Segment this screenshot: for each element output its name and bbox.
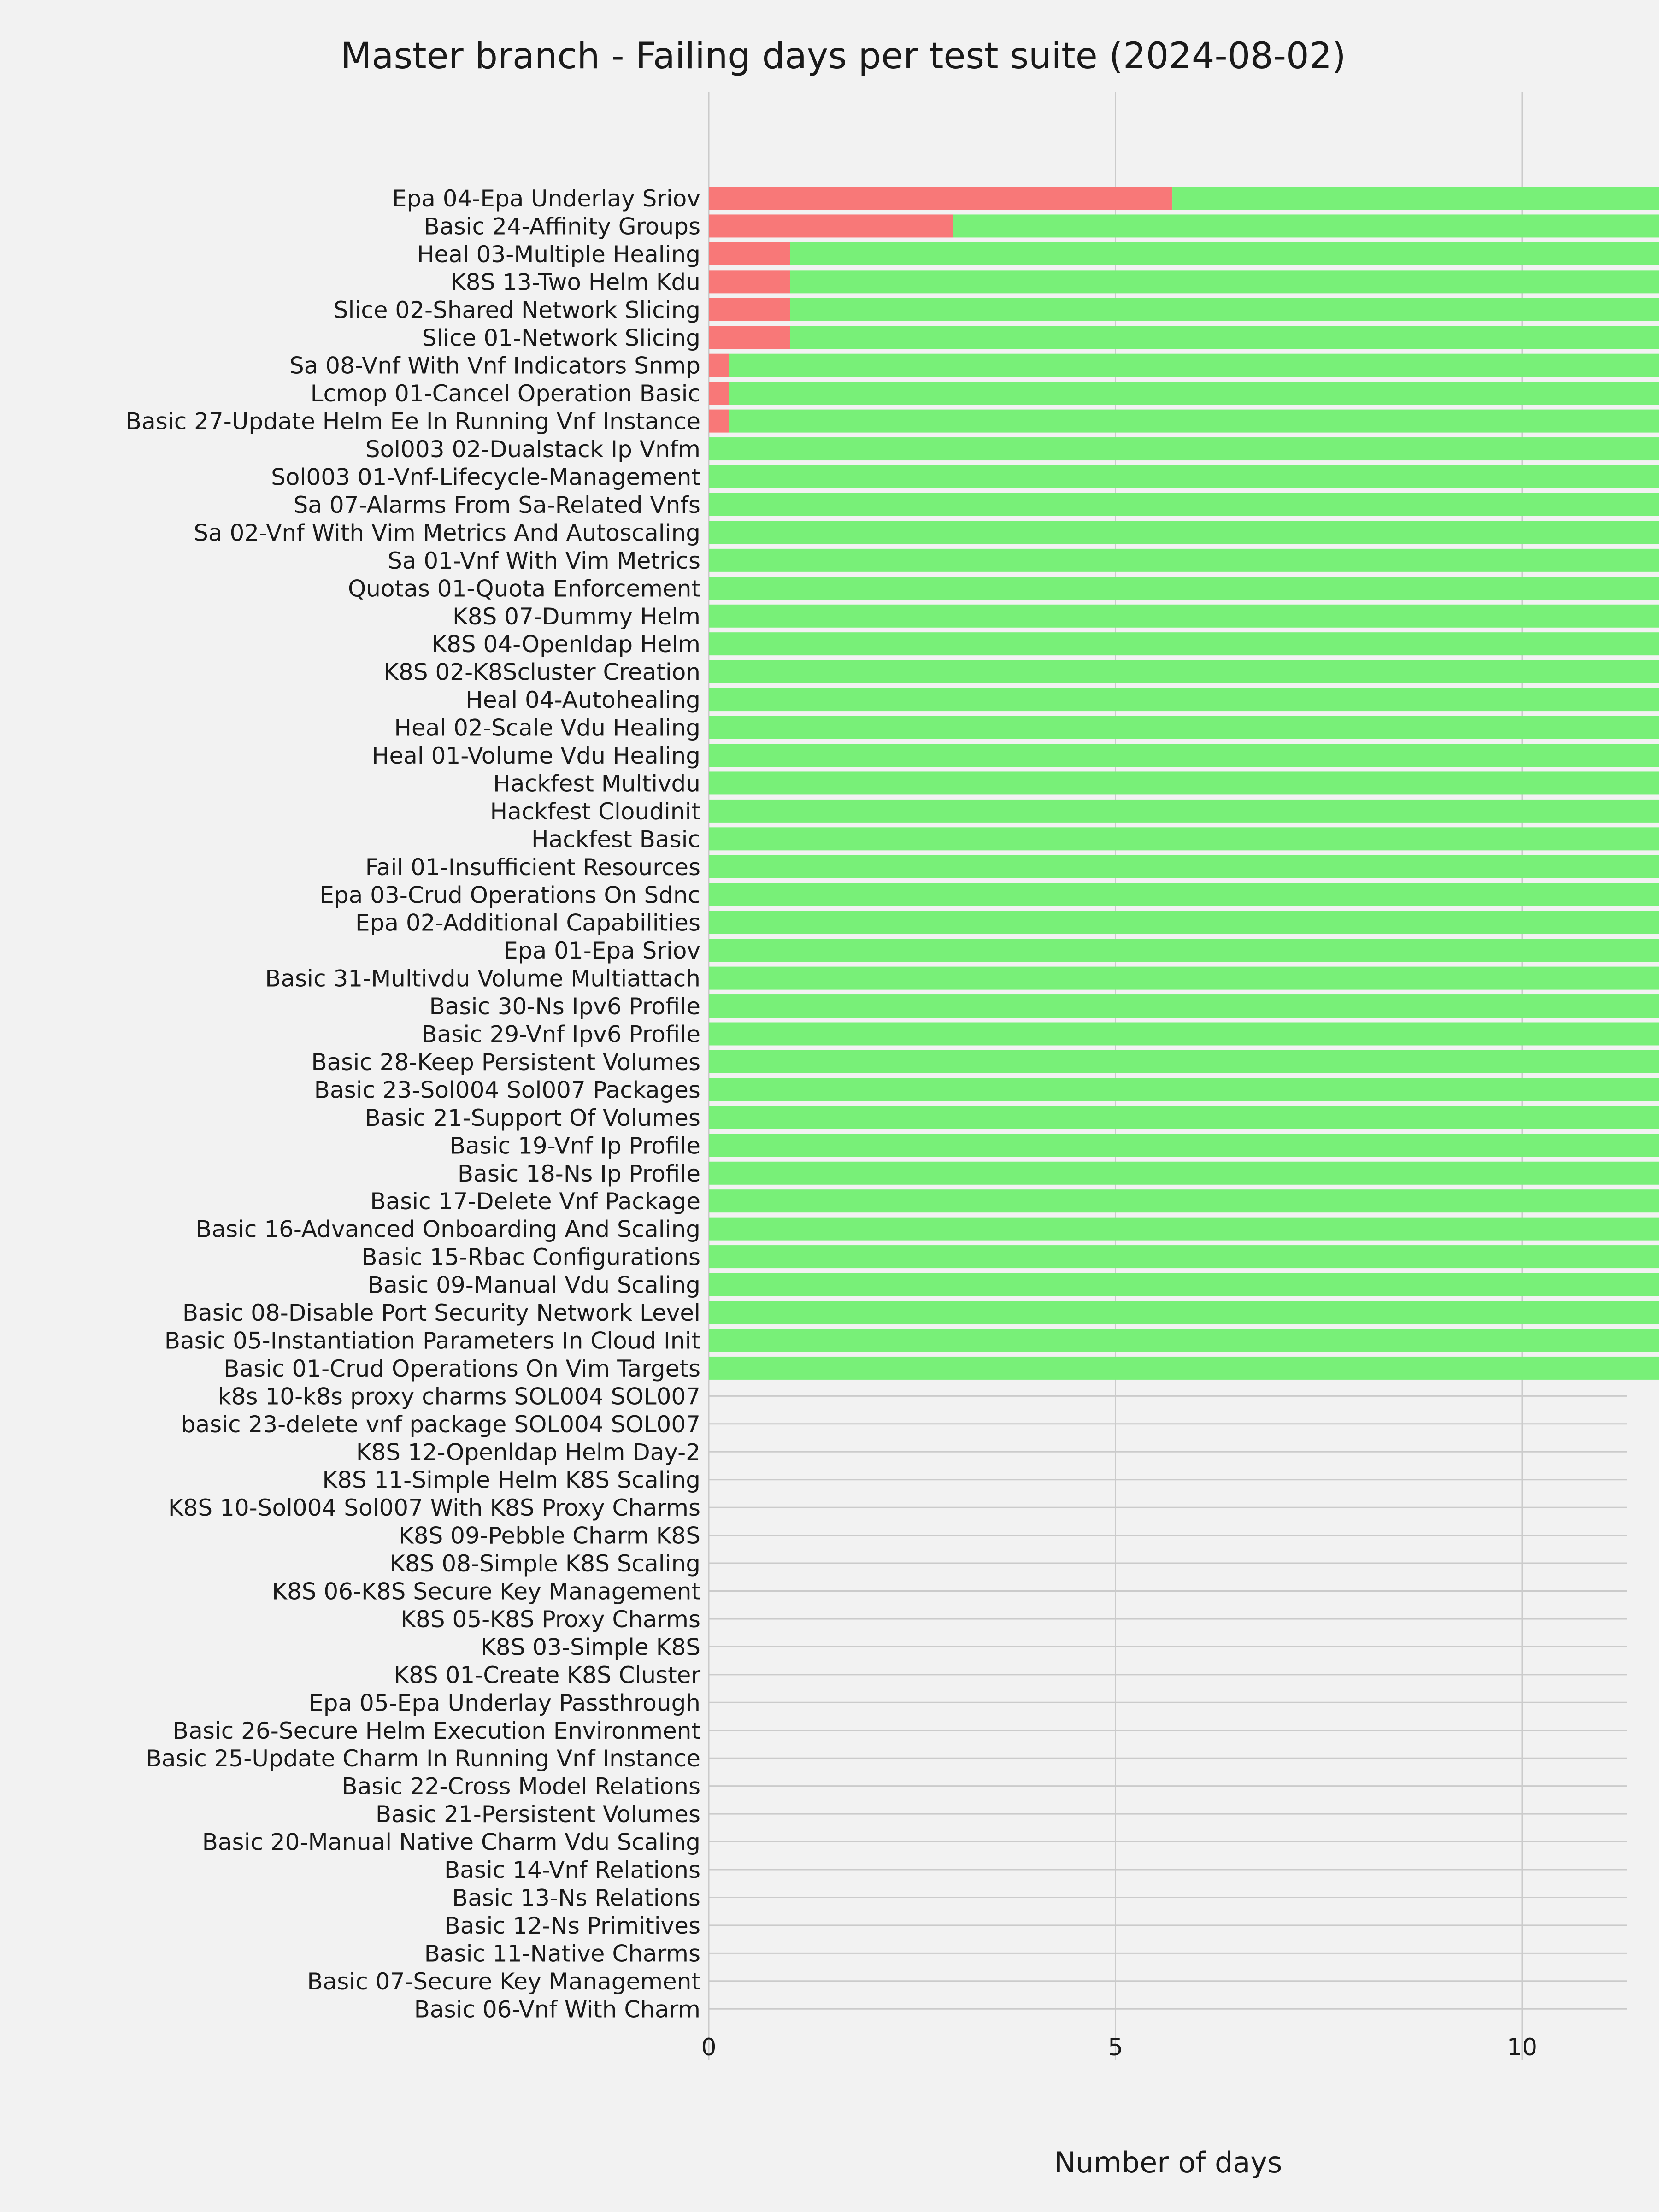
bar-passing-days xyxy=(709,1218,1659,1241)
y-tick-label: Sa 01-Vnf With Vim Metrics xyxy=(388,547,700,574)
bar-passing-days xyxy=(709,493,1659,516)
y-tick-label: Sol003 01-Vnf-Lifecycle-Management xyxy=(271,464,700,491)
y-tick-label: K8S 07-Dummy Helm xyxy=(453,603,700,630)
bar-failing-days xyxy=(709,382,729,405)
bar-passing-days xyxy=(709,605,1659,628)
y-tick-label: Heal 01-Volume Vdu Healing xyxy=(371,742,700,769)
y-tick-label: Lcmop 01-Cancel Operation Basic xyxy=(310,380,700,407)
y-tick-label: Heal 02-Scale Vdu Healing xyxy=(394,714,700,741)
x-tick-label: 0 xyxy=(701,2034,717,2061)
bar-failing-days xyxy=(709,214,953,237)
y-tick-label: Basic 14-Vnf Relations xyxy=(444,1857,700,1883)
y-tick-label: Basic 30-Ns Ipv6 Profile xyxy=(429,993,700,1020)
y-tick-label: Basic 16-Advanced Onboarding And Scaling xyxy=(196,1216,700,1243)
y-tick-label: Slice 02-Shared Network Slicing xyxy=(333,296,700,324)
bar-failing-days xyxy=(709,354,729,377)
bar-passing-days xyxy=(709,1023,1659,1046)
bar-failing-days xyxy=(709,298,790,321)
y-tick-label: K8S 04-Openldap Helm xyxy=(431,631,700,658)
y-tick-label: Sa 02-Vnf With Vim Metrics And Autoscaling xyxy=(194,519,700,547)
bar-passing-days xyxy=(709,549,1659,572)
bar-failing-days xyxy=(709,242,790,265)
bar-passing-days xyxy=(709,1301,1659,1324)
y-tick-label: K8S 05-K8S Proxy Charms xyxy=(400,1606,700,1633)
y-tick-label: Basic 06-Vnf With Charm xyxy=(414,1996,700,2023)
y-tick-label: Sol003 02-Dualstack Ip Vnfm xyxy=(365,436,700,463)
bar-passing-days xyxy=(953,214,1659,237)
y-tick-label: Basic 29-Vnf Ipv6 Profile xyxy=(421,1021,700,1048)
bar-passing-days xyxy=(729,382,1659,405)
y-tick-label: K8S 01-Create K8S Cluster xyxy=(394,1661,700,1688)
y-tick-label: Basic 15-Rbac Configurations xyxy=(361,1244,700,1271)
y-tick-label: Heal 04-Autohealing xyxy=(465,687,700,714)
bar-passing-days xyxy=(709,1078,1659,1101)
bar-passing-days xyxy=(709,883,1659,906)
bar-passing-days xyxy=(709,1273,1659,1296)
y-tick-label: K8S 08-Simple K8S Scaling xyxy=(390,1550,700,1577)
bar-layer xyxy=(709,187,1659,1380)
y-tick-label: Epa 03-Crud Operations On Sdnc xyxy=(319,882,700,909)
bar-passing-days xyxy=(709,521,1659,544)
bar-passing-days xyxy=(709,1134,1659,1157)
x-tick-label: 10 xyxy=(1506,2034,1538,2061)
y-tick-label: Fail 01-Insufficient Resources xyxy=(365,853,700,881)
y-tick-label: Basic 31-Multivdu Volume Multiattach xyxy=(265,965,700,992)
y-tick-label: Basic 21-Persistent Volumes xyxy=(375,1801,700,1828)
bar-passing-days xyxy=(709,939,1659,962)
y-tick-label: Slice 01-Network Slicing xyxy=(422,324,700,352)
bar-passing-days xyxy=(729,410,1659,433)
bar-passing-days xyxy=(709,911,1659,934)
x-tick-label: 5 xyxy=(1107,2034,1124,2061)
y-tick-label: Sa 07-Alarms From Sa-Related Vnfs xyxy=(293,491,700,518)
y-tick-label: Basic 09-Manual Vdu Scaling xyxy=(367,1271,700,1299)
bar-passing-days xyxy=(709,437,1659,460)
bar-passing-days xyxy=(709,1050,1659,1073)
y-tick-label: basic 23-delete vnf package SOL004 SOL007 xyxy=(181,1411,700,1438)
y-tick-label: K8S 06-K8S Secure Key Management xyxy=(272,1578,700,1605)
y-tick-label: Basic 11-Native Charms xyxy=(424,1940,700,1967)
y-tick-label: Basic 27-Update Helm Ee In Running Vnf Instance xyxy=(125,408,700,435)
y-tick-label: K8S 02-K8Scluster Creation xyxy=(383,659,700,686)
y-tick-label: Epa 05-Epa Underlay Passthrough xyxy=(309,1689,700,1717)
bar-passing-days xyxy=(709,1245,1659,1268)
bar-passing-days xyxy=(709,994,1659,1018)
bar-passing-days xyxy=(790,242,1659,265)
bar-failing-days xyxy=(709,270,790,293)
y-tick-label: Basic 05-Instantiation Parameters In Cloud Init xyxy=(164,1327,700,1354)
bar-passing-days xyxy=(709,827,1659,850)
y-tick-label: Sa 08-Vnf With Vnf Indicators Snmp xyxy=(289,352,700,379)
y-tick-label: Hackfest Basic xyxy=(531,826,700,853)
y-tick-label: Basic 12-Ns Primitives xyxy=(444,1912,700,1939)
bar-passing-days xyxy=(790,326,1659,349)
y-tick-label: K8S 12-Openldap Helm Day-2 xyxy=(356,1439,700,1466)
bar-passing-days xyxy=(709,855,1659,878)
y-tick-label: K8S 11-Simple Helm K8S Scaling xyxy=(322,1466,700,1494)
y-tick-label: K8S 03-Simple K8S xyxy=(481,1634,700,1661)
bar-passing-days xyxy=(709,688,1659,711)
bar-passing-days xyxy=(709,800,1659,823)
bar-passing-days xyxy=(709,716,1659,739)
bar-passing-days xyxy=(709,967,1659,990)
bar-passing-days xyxy=(729,354,1659,377)
y-tick-label: Hackfest Cloudinit xyxy=(490,798,700,825)
y-tick-label: Basic 01-Crud Operations On Vim Targets xyxy=(224,1355,700,1382)
bar-passing-days xyxy=(790,270,1659,293)
bar-passing-days xyxy=(709,744,1659,767)
y-tick-label: Hackfest Multivdu xyxy=(493,770,700,797)
bar-passing-days xyxy=(709,1357,1659,1380)
y-tick-label: Basic 21-Support Of Volumes xyxy=(365,1104,700,1131)
y-tick-label: K8S 10-Sol004 Sol007 With K8S Proxy Charms xyxy=(168,1494,700,1522)
y-tick-label: k8s 10-k8s proxy charms SOL004 SOL007 xyxy=(218,1383,700,1410)
bar-passing-days xyxy=(709,1189,1659,1212)
y-tick-label: Basic 18-Ns Ip Profile xyxy=(457,1160,700,1187)
y-tick-label: Epa 01-Epa Sriov xyxy=(503,937,700,965)
y-tick-label: Basic 19-Vnf Ip Profile xyxy=(449,1132,700,1159)
chart-title: Master branch - Failing days per test suite (2024-08-02) xyxy=(341,35,1346,77)
bar-passing-days xyxy=(709,465,1659,488)
bar-passing-days xyxy=(1172,187,1659,210)
bar-passing-days xyxy=(709,632,1659,655)
bar-failing-days xyxy=(709,187,1172,210)
y-tick-label: Basic 23-Sol004 Sol007 Packages xyxy=(314,1077,700,1104)
bar-passing-days xyxy=(709,1329,1659,1352)
y-tick-label: Basic 13-Ns Relations xyxy=(452,1884,700,1912)
y-tick-label: Basic 22-Cross Model Relations xyxy=(341,1773,700,1800)
bar-failing-days xyxy=(709,326,790,349)
y-tick-label: Basic 08-Disable Port Security Network Level xyxy=(182,1300,700,1326)
y-tick-label: Basic 25-Update Charm In Running Vnf Instance xyxy=(146,1745,700,1772)
bar-passing-days xyxy=(709,771,1659,794)
y-tick-label: Basic 28-Keep Persistent Volumes xyxy=(311,1048,700,1076)
y-tick-label: K8S 09-Pebble Charm K8S xyxy=(399,1522,700,1549)
bar-passing-days xyxy=(790,298,1659,321)
y-tick-label: Basic 17-Delete Vnf Package xyxy=(370,1188,700,1215)
y-tick-label: Basic 20-Manual Native Charm Vdu Scaling xyxy=(202,1829,700,1856)
bar-passing-days xyxy=(709,577,1659,600)
bar-passing-days xyxy=(709,660,1659,683)
y-tick-label: Basic 07-Secure Key Management xyxy=(307,1968,700,1995)
y-tick-label: Epa 02-Additional Capabilities xyxy=(355,909,700,936)
y-tick-label: Quotas 01-Quota Enforcement xyxy=(347,575,700,602)
bar-failing-days xyxy=(709,410,729,433)
x-axis-label: Number of days xyxy=(1054,2146,1282,2179)
bar-passing-days xyxy=(709,1106,1659,1129)
y-tick-label: Heal 03-Multiple Healing xyxy=(417,241,700,268)
y-tick-label: Epa 04-Epa Underlay Sriov xyxy=(392,185,700,212)
y-tick-label: K8S 13-Two Helm Kdu xyxy=(450,269,700,296)
y-tick-label: Basic 26-Secure Helm Execution Environment xyxy=(172,1717,700,1744)
bar-passing-days xyxy=(709,1162,1659,1185)
y-tick-label: Basic 24-Affinity Groups xyxy=(424,213,700,240)
